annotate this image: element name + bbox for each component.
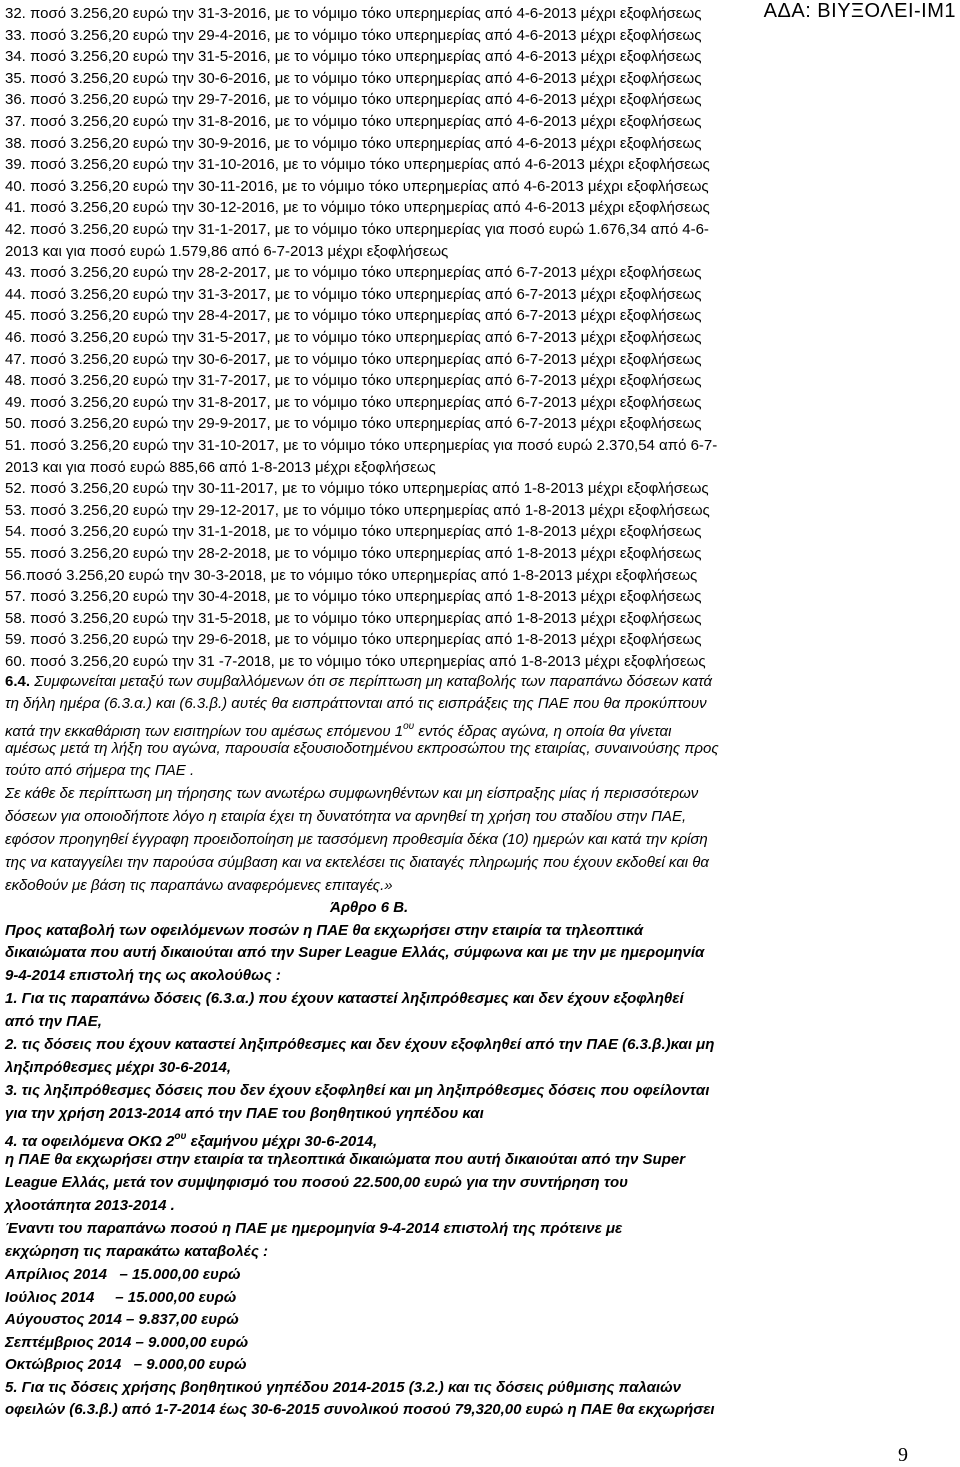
clause-text: Συμφωνείται μεταξύ των συμβαλλόμενων ότι σε περίπτωση μη καταβολής των παραπάνω δόσεων κατά (30, 673, 713, 690)
installment-line: 33. ποσό 3.256,20 ευρώ την 29-4-2016, με το νόμιμο τόκο υπερημερίας από 4-6-2013 μέχρι εξοφλήσεως (5, 26, 702, 44)
installment-line: 58. ποσό 3.256,20 ευρώ την 31-5-2018, με το νόμιμο τόκο υπερημερίας από 1-8-2013 μέχρι εξοφλήσεως (5, 609, 702, 627)
installment-line: 54. ποσό 3.256,20 ευρώ την 31-1-2018, με το νόμιμο τόκο υπερημερίας από 1-8-2013 μέχρι εξοφλήσεως (5, 523, 702, 541)
article-point-1-line-2: από την ΠΑΕ, (5, 1013, 102, 1030)
installment-line: 44. ποσό 3.256,20 ευρώ την 31-3-2017, με το νόμιμο τόκο υπερημερίας από 6-7-2013 μέχρι εξοφλήσεως (5, 285, 702, 303)
installment-line: 52. ποσό 3.256,20 ευρώ την 30-11-2017, με το νόμιμο τόκο υπερημερίας από 1-8-2013 μέχρι εξοφλήσεως (5, 480, 709, 498)
installment-line: 53. ποσό 3.256,20 ευρώ την 29-12-2017, με το νόμιμο τόκο υπερημερίας από 1-8-2013 μέχρι εξοφλήσεως (5, 501, 710, 519)
point-text: 4. τα οφειλόμενα ΟΚΩ 2 (5, 1133, 175, 1150)
clause-6-4-line-9: της να καταγγείλει την παρούσα σύμβαση και να εκτελέσει τις διαταγές πληρωμής που έχουν εκδοθεί και θα (5, 854, 709, 871)
payment-item: Αύγουστος 2014 – 9.837,00 ευρώ (5, 1311, 239, 1328)
installment-line: 38. ποσό 3.256,20 ευρώ την 30-9-2016, με το νόμιμο τόκο υπερημερίας από 4-6-2013 μέχρι εξοφλήσεως (5, 134, 702, 152)
article-point-5-line-1: 5. Για τις δόσεις χρήσης βοηθητικού γηπέδου 2014-2015 (3.2.) και τις δόσεις ρύθμισης παλαιών (5, 1379, 681, 1396)
clause-6-4-line-6: Σε κάθε δε περίπτωση μη τήρησης των ανωτέρω συμφωνηθέντων και μη είσπραξης μίας ή περισσότερων (5, 785, 699, 802)
installment-line: 59. ποσό 3.256,20 ευρώ την 29-6-2018, με το νόμιμο τόκο υπερημερίας από 1-8-2013 μέχρι εξοφλήσεως (5, 631, 702, 649)
installment-line: 36. ποσό 3.256,20 ευρώ την 29-7-2016, με το νόμιμο τόκο υπερημερίας από 4-6-2013 μέχρι εξοφλήσεως (5, 91, 702, 109)
article-point-2-line-1: 2. τις δόσεις που έχουν καταστεί ληξιπρόθεσμες και δεν έχουν εξοφληθεί από την ΠΑΕ (6.3.β.)και μη (5, 1036, 715, 1053)
article-cession-line-5: εκχώρηση τις παρακάτω καταβολές : (5, 1243, 269, 1260)
article-point-5-line-2: οφειλών (6.3.β.) από 1-7-2014 έως 30-6-2015 συνολικού ποσού 79,320,00 ευρώ η ΠΑΕ θα εκχωρήσει (5, 1401, 715, 1418)
article-cession-line-3: χλοοτάπητα 2013-2014 . (5, 1197, 175, 1214)
payment-item: Απρίλιος 2014 – 15.000,00 ευρώ (5, 1266, 241, 1283)
installment-line: 2013 και για ποσό ευρώ 885,66 από 1-8-2013 μέχρι εξοφλήσεως (5, 458, 436, 476)
installment-line: 60. ποσό 3.256,20 ευρώ την 31 -7-2018, με το νόμιμο τόκο υπερημερίας από 1-8-2013 μέχρι εξοφλήσεως (5, 653, 706, 670)
installment-line: 56.ποσό 3.256,20 ευρώ την 30-3-2018, με το νόμιμο τόκο υπερημερίας από 1-8-2013 μέχρι εξοφλήσεως (5, 566, 698, 584)
payment-item: Σεπτέμβριος 2014 – 9.000,00 ευρώ (5, 1333, 249, 1351)
installment-line: 49. ποσό 3.256,20 ευρώ την 31-8-2017, με το νόμιμο τόκο υπερημερίας από 6-7-2013 μέχρι εξοφλήσεως (5, 393, 702, 411)
installment-line: 57. ποσό 3.256,20 ευρώ την 30-4-2018, με το νόμιμο τόκο υπερημερίας από 1-8-2013 μέχρι εξοφλήσεως (5, 588, 702, 606)
superscript: ου (403, 721, 415, 732)
installment-line: 50. ποσό 3.256,20 ευρώ την 29-9-2017, με το νόμιμο τόκο υπερημερίας από 6-7-2013 μέχρι εξοφλήσεως (5, 415, 702, 433)
clause-6-4-line-8: εφόσον προηγηθεί έγγραφη προειδοποίηση με τασσόμενη προθεσμία δέκα (10) ημερών και κατά την κρίση (5, 831, 708, 848)
installment-line: 39. ποσό 3.256,20 ευρώ την 31-10-2016, με το νόμιμο τόκο υπερημερίας από 4-6-2013 μέχρι εξοφλήσεως (5, 156, 710, 174)
clause-6-4-line-5: τούτο από σήμερα της ΠΑΕ . (5, 762, 195, 779)
installment-line: 32. ποσό 3.256,20 ευρώ την 31-3-2016, με το νόμιμο τόκο υπερημερίας από 4-6-2013 μέχρι εξοφλήσεως (5, 5, 702, 22)
article-cession-line-4: Έναντι του παραπάνω ποσού η ΠΑΕ με ημερομηνία 9-4-2014 επιστολή της πρότεινε με (5, 1220, 623, 1237)
installment-line: 47. ποσό 3.256,20 ευρώ την 30-6-2017, με το νόμιμο τόκο υπερημερίας από 6-7-2013 μέχρι εξοφλήσεως (5, 350, 702, 368)
clause-text: κατά την εκκαθάριση των εισιτηρίων του αμέσως επόμενου 1 (5, 723, 404, 740)
article-cession-line-1: η ΠΑΕ θα εκχωρήσει στην εταιρία τα τηλεοπτικά δικαιώματα που αυτή δικαιούται από την Super (5, 1151, 686, 1168)
installment-line: 34. ποσό 3.256,20 ευρώ την 31-5-2016, με το νόμιμο τόκο υπερημερίας από 4-6-2013 μέχρι εξοφλήσεως (5, 48, 702, 66)
installment-line: 42. ποσό 3.256,20 ευρώ την 31-1-2017, με το νόμιμο τόκο υπερημερίας για ποσό ευρώ 1.676,34 από 4-6- (5, 221, 709, 238)
installment-line: 37. ποσό 3.256,20 ευρώ την 31-8-2016, με το νόμιμο τόκο υπερημερίας από 4-6-2013 μέχρι εξοφλήσεως (5, 113, 702, 130)
article-point-4 (5, 1127, 377, 1152)
installment-line: 2013 και για ποσό ευρώ 1.579,86 από 6-7-2013 μέχρι εξοφλήσεως (5, 242, 449, 260)
article-point-1-line-1: 1. Για τις παραπάνω δόσεις (6.3.α.) που έχουν καταστεί ληξιπρόθεσμες και δεν έχουν εξοφληθεί (5, 990, 684, 1007)
article-intro-line-2: δικαιώματα που αυτή δικαιούται από την Super League Ελλάς, σύμφωνα και με την με ημερομηνία (5, 944, 705, 961)
page-number: 9 (898, 1444, 908, 1466)
installment-line: 48. ποσό 3.256,20 ευρώ την 31-7-2017, με το νόμιμο τόκο υπερημερίας από 6-7-2013 μέχρι εξοφλήσεως (5, 372, 702, 390)
installment-line: 55. ποσό 3.256,20 ευρώ την 28-2-2018, με το νόμιμο τόκο υπερημερίας από 1-8-2013 μέχρι εξοφλήσεως (5, 545, 702, 562)
installment-line: 40. ποσό 3.256,20 ευρώ την 30-11-2016, με το νόμιμο τόκο υπερημερίας από 4-6-2013 μέχρι εξοφλήσεως (5, 177, 709, 195)
installment-line: 46. ποσό 3.256,20 ευρώ την 31-5-2017, με το νόμιμο τόκο υπερημερίας από 6-7-2013 μέχρι εξοφλήσεως (5, 329, 702, 346)
article-title: Άρθρο 6 Β. (330, 899, 409, 916)
installment-line: 35. ποσό 3.256,20 ευρώ την 30-6-2016, με το νόμιμο τόκο υπερημερίας από 4-6-2013 μέχρι εξοφλήσεως (5, 69, 702, 87)
payment-item: Οκτώβριος 2014 – 9.000,00 ευρώ (5, 1356, 247, 1373)
clause-text: εντός έδρας αγώνα, η οποία θα γίνεται (414, 723, 672, 740)
article-point-3-line-2: για την χρήση 2013-2014 από την ΠΑΕ του βοηθητικού γηπέδου και (5, 1105, 484, 1122)
clause-6-4-line-10: εκδοθούν με βάση τις παραπάνω αναφερόμενες επιταγές.» (5, 877, 393, 894)
installment-line: 45. ποσό 3.256,20 ευρώ την 28-4-2017, με το νόμιμο τόκο υπερημερίας από 6-7-2013 μέχρι εξοφλήσεως (5, 307, 702, 325)
article-intro-line-1: Προς καταβολή των οφειλόμενων ποσών η ΠΑΕ θα εκχωρήσει στην εταιρία τα τηλεοπτικά (5, 922, 644, 939)
point-text: εξαμήνου μέχρι 30-6-2014, (186, 1133, 378, 1150)
clause-number: 6.4. (5, 673, 31, 690)
article-point-2-line-2: ληξιπρόθεσμες μέχρι 30-6-2014, (5, 1059, 232, 1076)
article-intro-line-3: 9-4-2014 επιστολή της ως ακολούθως : (5, 967, 281, 984)
article-point-3-line-1: 3. τις ληξιπρόθεσμες δόσεις που δεν έχουν εξοφληθεί και μη ληξιπρόθεσμες δόσεις που οφείλονται (5, 1082, 710, 1099)
installment-line: 41. ποσό 3.256,20 ευρώ την 30-12-2016, με το νόμιμο τόκο υπερημερίας από 4-6-2013 μέχρι εξοφλήσεως (5, 199, 710, 217)
clause-6-4-line-7: δόσεων για οποιοδήποτε λόγο η εταιρία έχει τη δυνατότητα να αρνηθεί τη χρήση του σταδίου στην ΠΑΕ, (5, 808, 687, 825)
installment-line: 51. ποσό 3.256,20 ευρώ την 31-10-2017, με το νόμιμο τόκο υπερημερίας για ποσό ευρώ 2.370,54 από 6-7- (5, 437, 718, 454)
clause-6-4-line-2: τη δήλη ημέρα (6.3.α.) και (6.3.β.) αυτές θα εισπράττονται από τις εισπράξεις της ΠΑΕ που θα προκύπτουν (5, 695, 707, 712)
installment-line: 43. ποσό 3.256,20 ευρώ την 28-2-2017, με το νόμιμο τόκο υπερημερίας από 6-7-2013 μέχρι εξοφλήσεως (5, 264, 702, 282)
superscript: ου (174, 1131, 187, 1142)
clause-6-4-line-1 (5, 672, 712, 692)
clause-6-4-line-4: αμέσως μετά τη λήξη του αγώνα, παρουσία εξουσιοδοτημένου εκπροσώπου της εταιρίας, συναινούσης προς (5, 740, 719, 757)
article-cession-line-2: League Ελλάς, μετά τον συμψηφισμό του ποσού 22.500,00 ευρώ για την συντήρηση του (5, 1174, 629, 1191)
document-header-code: ΑΔΑ: ΒΙΥΞΟΛΕΙ-ΙΜ1 (763, 0, 956, 22)
payment-item: Ιούλιος 2014 – 15.000,00 ευρώ (5, 1288, 237, 1306)
